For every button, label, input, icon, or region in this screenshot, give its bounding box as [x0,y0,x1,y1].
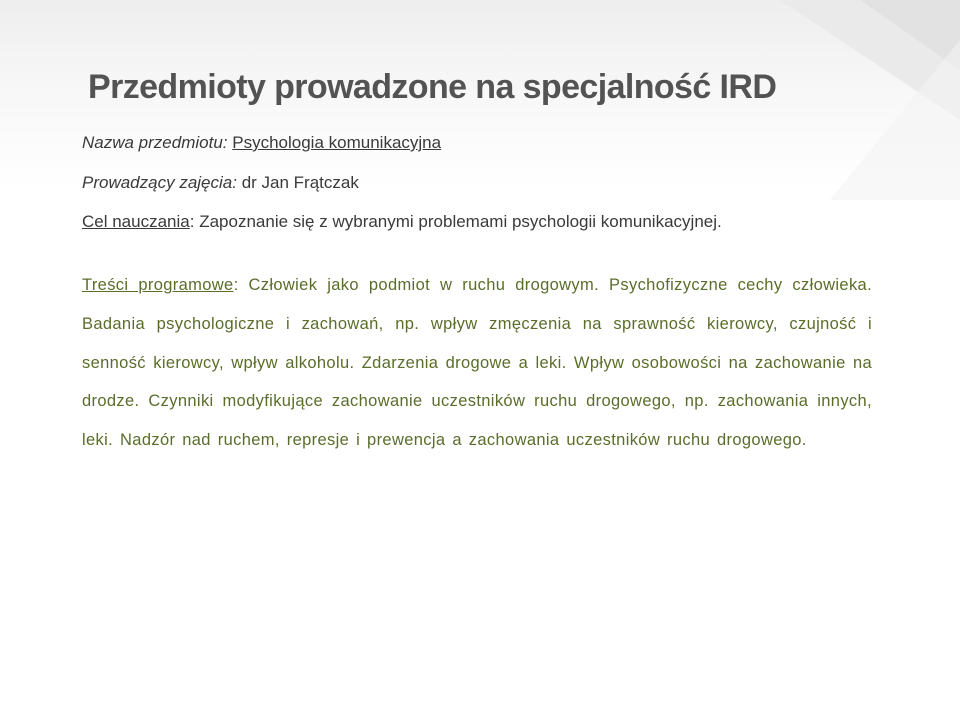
program-label: Treści programowe [82,276,234,294]
goal-colon: : [189,212,195,231]
goal-line [82,212,722,232]
course-name-label: Nazwa przedmiotu: [82,133,228,152]
course-name-value: Psychologia komunikacyjna [232,133,442,152]
goal-value: Zapoznanie się z wybranymi problemami psychologii komunikacyjnej. [199,212,722,231]
program-colon: : [233,276,239,294]
lecturer-line [82,173,359,193]
goal-label: Cel nauczania [82,212,190,231]
program-content [82,266,872,460]
lecturer-value: dr Jan Frątczak [241,173,359,192]
lecturer-label: Prowadzący zajęcia: [82,173,237,192]
program-text: Człowiek jako podmiot w ruchu drogowym. Psychofizyczne cechy człowieka. Badania psychologiczne i zachowań, np. wpływ zmęczenia na sprawność kierowcy, czujność i senność kierowcy, wpływ alkoholu. Zdarzenia drogowe a leki. Wpływ osobowości na zachowanie na drodze. Czynniki modyfikujące zachowanie uczestników ruchu drogowego, np. zachowania innych, leki. Nadzór nad ruchem, represje i prewencja a zachowania uczestników ruchu drogowego. [82,276,873,450]
slide-title: Przedmioty prowadzone na specjalność IRD [88,68,777,106]
course-name-line [82,133,441,153]
